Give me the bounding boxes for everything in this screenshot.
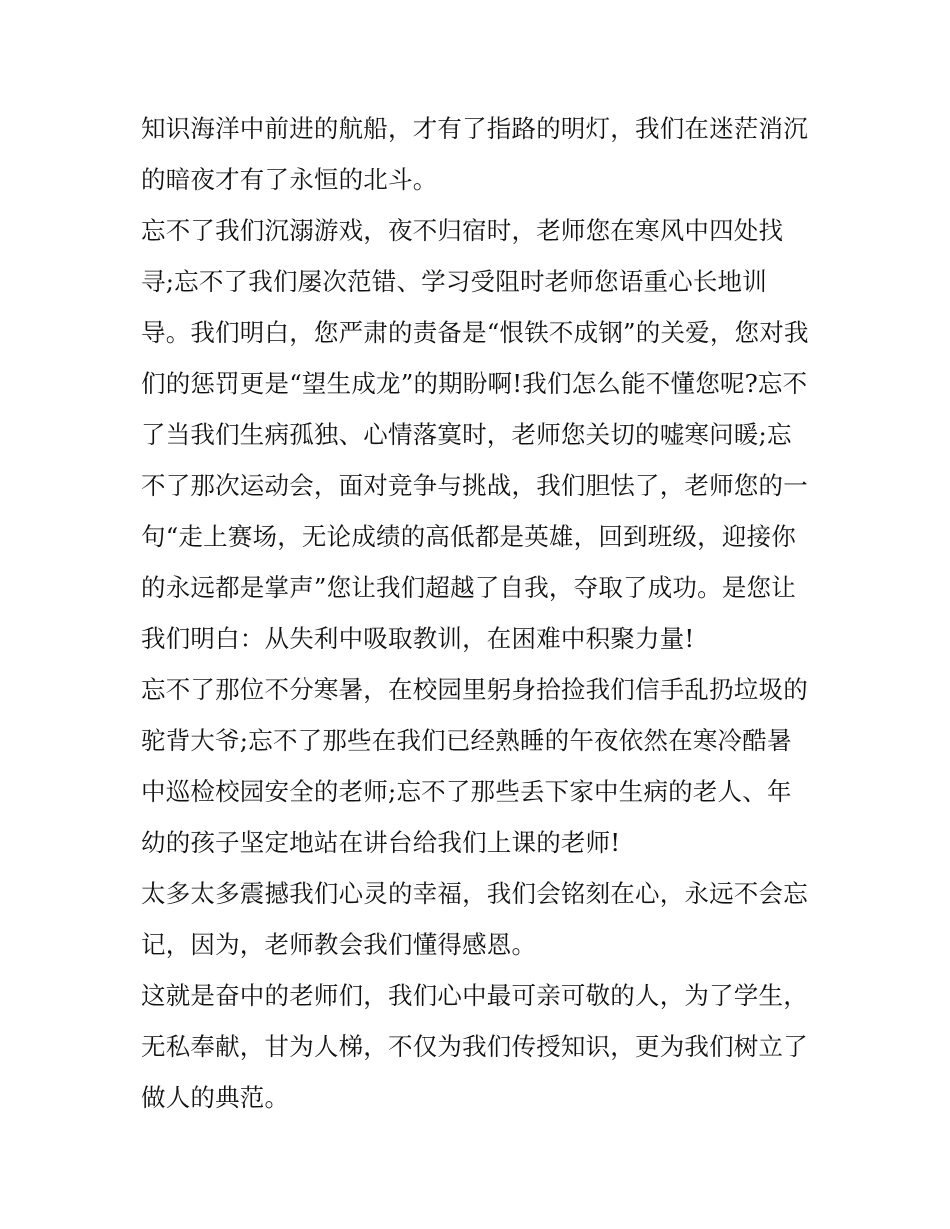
body-text bbox=[141, 103, 821, 1123]
text-line: 幼的孩子坚定地站在讲台给我们上课的老师! bbox=[141, 828, 621, 857]
text-line: 记，因为，老师教会我们懂得感恩。 bbox=[141, 930, 537, 959]
text-line: 了当我们生病孤独、心情落寞时，老师您关切的嘘寒问暖;忘 bbox=[141, 420, 792, 449]
text-line: 忘不了那位不分寒暑，在校园里躬身拾捡我们信手乱扔垃圾的 bbox=[141, 675, 808, 704]
text-line: 无私奉献，甘为人梯，不仅为我们传授知识，更为我们树立了 bbox=[141, 1032, 808, 1061]
text-line: 的暗夜才有了永恒的北斗。 bbox=[141, 165, 438, 194]
text-line: 我们明白：从失利中吸取教训，在困难中积聚力量! bbox=[141, 624, 695, 653]
text-line: 的永远都是掌声”您让我们超越了自我，夺取了成功。是您让 bbox=[141, 573, 796, 602]
text-line: 句“走上赛场，无论成绩的高低都是英雄，回到班级，迎接你 bbox=[141, 522, 796, 551]
text-line: 中巡检校园安全的老师;忘不了那些丢下家中生病的老人、年 bbox=[141, 777, 792, 806]
text-line: 不了那次运动会，面对竞争与挑战，我们胆怯了，老师您的一 bbox=[141, 471, 808, 500]
text-line: 们的惩罚更是“望生成龙”的期盼啊!我们怎么能不懂您呢?忘不 bbox=[141, 369, 808, 398]
text-line: 忘不了我们沉溺游戏，夜不归宿时，老师您在寒风中四处找 bbox=[141, 216, 784, 245]
text-line: 导。我们明白，您严肃的责备是“恨铁不成钢”的关爱，您对我 bbox=[141, 318, 809, 347]
text-line: 这就是奋中的老师们，我们心中最可亲可敬的人，为了学生， bbox=[141, 981, 808, 1010]
text-line: 驼背大爷;忘不了那些在我们已经熟睡的午夜依然在寒冷酷暑 bbox=[141, 726, 792, 755]
text-line: 寻;忘不了我们屡次范错、学习受阻时老师您语重心长地训 bbox=[141, 267, 767, 296]
text-line: 知识海洋中前进的航船，才有了指路的明灯，我们在迷茫消沉 bbox=[141, 114, 808, 143]
text-line: 做人的典范。 bbox=[141, 1083, 290, 1112]
text-line: 太多太多震撼我们心灵的幸福，我们会铭刻在心，永远不会忘 bbox=[141, 879, 808, 908]
